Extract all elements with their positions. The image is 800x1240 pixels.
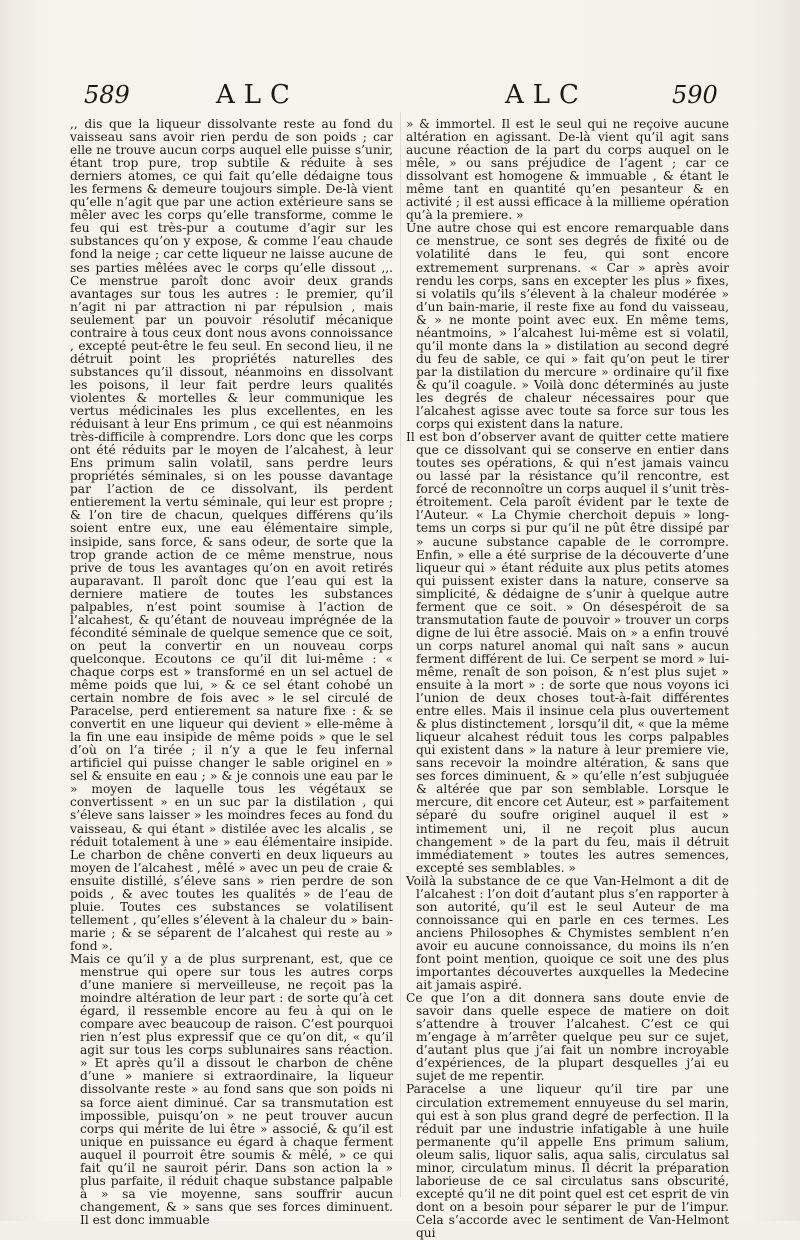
left-page-number: 589: [84, 81, 130, 109]
right-running-head: ALC: [505, 80, 588, 110]
paragraph: Mais ce qu’il y a de plus surprenant, est, que ce menstrue qui opere sur tous les autres corps d’une maniere si merveilleuse, ne reçoit pas la moindre altération de leur part : de sorte qu’à cet égard, il ressemble encore au feu à qui on le compare avec beaucoup de raison. C’est pourquoi rien n’est plus expressif que ce qu’on dit, « qu’il agit sur tous les corps sublunaires sans réaction. » Et après qu’il a dissout le charbon de chêne d’une » maniere si extraordinaire, la liqueur dissolvante reste » au fond sans que son poids ni sa force aient diminué. Car sa transmutation est impossible, puisqu’on » ne peut trouver aucun corps qui mérite de lui être » associé, & qu’il est unique en puissance eu égard à chaque ferment auquel il pourroit être soumis & mêlé, » ce qui fait qu’il ne sauroit périr. Dans son action la » plus parfaite, il réduit chaque substance palpable à » sa vie moyenne, sans souffrir aucun changement, & » sans que ses forces diminuent. Il est donc immuable: [70, 952, 393, 1227]
paragraph: ,, dis que la liqueur dissolvante reste au fond du vaisseau sans avoir rien perdu de son poids ; car elle ne trouve aucun corps auquel elle puisse s’unir, étant trop pure, trop subtile & réduite à ses derniers atomes, ce qui fait qu’elle dédaigne tous les fermens & demeure toujours simple. De-là vient qu’elle n’agit que par une action extérieure sans se mêler avec les corps qu’elle transforme, comme le feu qui est très-pur a coutume d’agir sur les substances qu’on y expose, & comme l’eau chaude fond la neige ; car cette liqueur ne laisse aucune de ses parties mêlées avec le corps qu’elle dissout ,,. Ce menstrue paroît donc avoir deux grands avantages sur tous les autres : le premier, qu’il n’agit ni par attraction ni par répulsion , mais seulement par un pouvoir résolutif mécanique contraire à tous ceux dont nous avons connoissance , excepté peut-être le feu seul. En second lieu, il ne détruit point les propriétés naturelles des substances qu’il dissout, néanmoins en dissolvant les poisons, il leur fait perdre leurs qualités violentes & mortelles & leur communique les vertus médicinales les plus excellentes, en les réduisant à leur Ens primum , ce qui est néanmoins très-difficile à comprendre. Lors donc que les corps ont été réduits par le moyen de l’alcahest, à leur Ens primum salin volatil, sans perdre leurs propriétés séminales, si on les pousse davantage par l’action de ce dissolvant, ils perdent entierement la vertu séminale, qui leur est propre ; & l’on tire de chacun, quelques différens qu’ils soient entre eux, une eau élémentaire simple, insipide, sans force, & sans odeur, de sorte que la trop grande action de ce même menstrue, nous prive de tous les avantages qu’on en avoit retirés auparavant. Il paroît donc que l’eau qui est la derniere matiere de toutes les substances palpables, n’est point soumise à l’action de l’alcahest, & qu’étant de nouveau imprégnée de la fécondité séminale de quelque semence que ce soit, on peut la convertir en un nouveau corps quelconque. Ecoutons ce qu’il dit lui-même : « chaque corps est » transformé en un sel actuel de même poids que lui, » & ce sel étant cohobé un certain nombre de fois avec » le sel circulé de Paracelse, perd entierement sa nature fixe : & se convertit en une liqueur qui devient » elle-même à la fin une eau insipide de même poids » que le sel d’où on l’a tirée ; il n’y a que le feu infernal artificiel qui puisse changer le sable originel en » sel & ensuite en eau ; » & je connois une eau par le » moyen de laquelle tous les végétaux se convertissent » en un suc par la distilation , qui s’éleve sans laisser » les moindres feces au fond du vaisseau, & qui étant » distilée avec les alcalis , se réduit totalement à une » eau élémentaire insipide. Le charbon de chêne converti en deux liqueurs au moyen de l’alcahest , mêlé » avec un peu de craie & ensuite distillé, s’éleve sans » rien perdre de son poids , & avec toutes les qualités » de l’eau de pluie. Toutes ces substances se volatilisent tellement , qu’elles s’élevent à la chaleur du » bain-marie ; & se séparent de l’alcahest qui reste au » fond ».: [70, 117, 393, 953]
right-page-number: 590: [672, 81, 718, 109]
paragraph: Voilà la substance de ce que Van-Helmont a dit de l’alcahest : l’on doit d’autant plus s’en rapporter à son autorité, qu’il est le seul Auteur de ma connoissance qui en parle en ces termes. Les anciens Philosophes & Chymistes semblent n’en avoir eu aucune connoissance, du moins ils n’en font point mention, quoique ce soit une des plus importantes découvertes auxquelles la Medecine ait jamais aspiré.: [406, 873, 729, 993]
paragraph: Une autre chose qui est encore remarquable dans ce menstrue, ce sont ses degrés de fixité ou de volatilité dans le feu, qui sont encore extremement surprenans. « Car » après avoir rendu les corps, sans en excepter les plus » fixes, si volatils qu’ils s’élevent à la chaleur modérée » d’un bain-marie, il reste fixe au fond du vaisseau, & » ne monte point avec eux. En même tems, néantmoins, » l’alcahest lui-même est si volatil, qu’il monte dans la » distilation au second degré du feu de sable, ce qui » fait qu’on peut le tirer par la distilation du mercure » ordinaire qu’il fixe & qu’il coagule. » Voilà donc déterminés au juste les degrés de chaleur nécessaires pour que l’alcahest agisse avec toute sa force sur tous les corps qui existent dans la nature.: [406, 221, 729, 432]
left-column: [70, 118, 393, 1227]
paragraph: Il est bon d’observer avant de quitter cette matiere que ce dissolvant qui se conserve en entier dans toutes ses opérations, & qui n’est jamais vaincu ou lassé par la résistance qu’il rencontre, est forcé de reconnoître un corps auquel il s’unit très-étroitement. Cela paroît évident par le texte de l’Auteur. « La Chymie cherchoit depuis » long-tems un corps si pur qu’il ne pût être dissipé par » aucune substance capable de le corrompre. Enfin, » elle a été surprise de la découverte d’une liqueur qui » étant réduite aux plus petits atomes qui puissent exister dans la nature, conserve sa simplicité, & dédaigne de s’unir à quelque autre ferment que ce soit. » On désespéroit de sa transmutation faute de pouvoir » trouver un corps digne de lui être associé. Mais on » a enfin trouvé un corps naturel anomal qui naît sans » aucun ferment différent de lui. Ce serpent se mord » lui-même, renaît de son poison, & n’est plus sujet » ensuite à la mort » : de sorte que nous voyons ici l’union de deux choses tout-à-fait différentes entre elles. Mais il insinue cela plus ouvertement & plus distinctement , lorsqu’il dit, « que la même liqueur alcahest réduit tous les corps palpables qui existent dans » la nature à leur premiere vie, sans recevoir la moindre altération, & sans que ses forces diminuent, & » qu’elle n’est subjuguée & altérée que par son semblable. Lorsque le mercure, dit encore cet Auteur, est » parfaitement séparé du soufre originel auquel il est » intimement uni, il ne reçoit plus aucun changement » de la part du feu, mais il détruit immédiatement » toutes les autres semences, excepté ses semblables. »: [406, 430, 729, 875]
left-running-head: ALC: [216, 80, 299, 110]
paragraph: » & immortel. Il est le seul qui ne reçoive aucune altération en agissant. De-là vient qu’il agit sans aucune réaction de la part du corps auquel on le mêle, » ou sans préjudice de l’agent ; car ce dissolvant est homogene & immuable , & étant le même tant en quantité qu’en pesanteur & en activité ; il est aussi efficace à la millieme opération qu’à la premiere. »: [406, 117, 729, 223]
column-divider: [400, 112, 401, 1197]
paragraph: Paracelse a une liqueur qu’il tire par une circulation extremement ennuyeuse du sel marin, qui est à son plus grand degré de perfection. Il la réduit par une industrie infatigable à une huile permanente qu’il appelle Ens primum salium, oleum salis, liquor salis, aqua salis, circulatus sal minor, circulatum minus. Il décrit la préparation laborieuse de ce sal circulatus sans obscurité, excepté qu’il ne dit point quel est cet esprit de vin dont on a besoin pour séparer le pur de l’impur. Cela s’accorde avec le sentiment de Van-Helmont qui: [406, 1082, 729, 1240]
right-column: [406, 118, 729, 1240]
paragraph: Ce que l’on a dit donnera sans doute envie de savoir dans quelle espece de matiere on doit s’attendre à trouver l’alcahest. C’est ce qui m’engage à m’arrêter quelque peu sur ce sujet, d’autant plus que j’ai fait un nombre incroyable d’expériences, de la plupart desquelles j’ai eu sujet de me repentir.: [406, 991, 729, 1084]
